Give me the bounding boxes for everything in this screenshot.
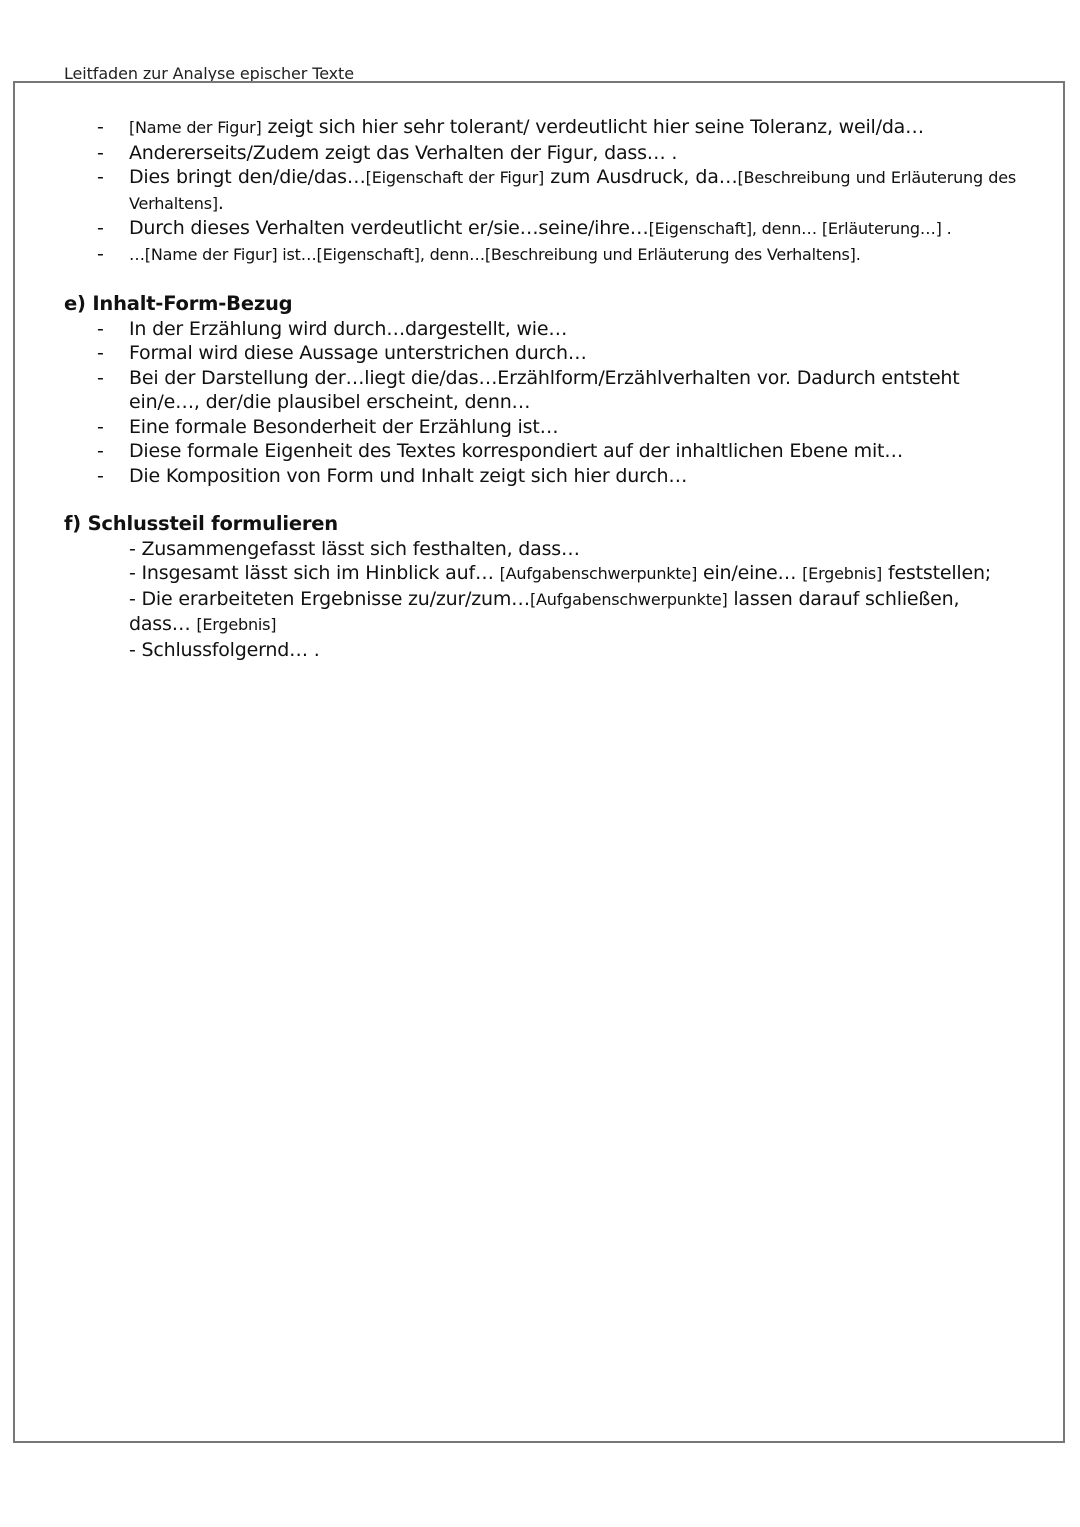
list-item: [64, 537, 1016, 562]
section-heading-f: f) Schlussteil formulieren: [64, 512, 338, 535]
dash-marker: -: [97, 415, 104, 438]
bracket-placeholder: [Ergebnis]: [196, 615, 277, 634]
bracket-placeholder: [Eigenschaft], denn… [Erläuterung…] .: [648, 219, 952, 238]
item-text: ein/eine…: [697, 562, 803, 584]
item-text: Formal wird diese Aussage unterstrichen durch…: [129, 342, 587, 364]
dash-marker: -: [97, 166, 104, 188]
list-item: [64, 464, 1016, 489]
dash-marker: -: [97, 366, 104, 389]
spacer: [64, 488, 1016, 512]
dash-marker: -: [97, 440, 104, 462]
item-text: Durch dieses Verhalten verdeutlicht er/sie…seine/ihre…: [129, 217, 649, 239]
bracket-placeholder: [Eigenschaft der Figur]: [365, 168, 544, 187]
item-text: zum Ausdruck, da…: [544, 166, 738, 188]
list-item: [64, 415, 1016, 440]
list-item: [64, 115, 1016, 141]
item-text: In der Erzählung wird durch…dargestellt, wie…: [129, 317, 568, 340]
list-item: [64, 561, 1016, 587]
running-header: Leitfaden zur Analyse epischer Texte: [64, 64, 354, 83]
list-item: [64, 341, 1016, 366]
list-item: [64, 317, 1016, 342]
bracket-placeholder: [Beschreibung und Erläuterung des Verhaltens]: [129, 168, 1016, 213]
list-item: [64, 366, 1016, 415]
item-text: lassen darauf schließen, dass…: [129, 587, 960, 635]
item-text: - Schlussfolgernd… .: [129, 638, 320, 661]
list-item: [64, 165, 1016, 216]
list-item: [64, 587, 1016, 638]
bracket-placeholder: [Aufgabenschwerpunkte]: [499, 564, 698, 583]
list-item: [64, 216, 1016, 242]
dash-marker: -: [97, 116, 104, 138]
dash-marker: -: [97, 317, 104, 340]
document-content: [64, 115, 1016, 662]
bracket-placeholder: [Aufgabenschwerpunkte]: [530, 589, 728, 609]
item-text: Diese formale Eigenheit des Textes korrespondiert auf der inhaltlichen Ebene mit…: [129, 440, 904, 462]
item-text: Eine formale Besonderheit der Erzählung ist…: [129, 415, 559, 438]
dash-marker: -: [97, 342, 104, 364]
list-item: [64, 638, 1016, 663]
item-text: zeigt sich hier sehr tolerant/ verdeutlicht hier seine Toleranz, weil/da…: [261, 116, 924, 138]
section-d-list: [64, 115, 1016, 267]
spacer: [64, 267, 1016, 292]
bracket-placeholder: [Ergebnis]: [802, 564, 883, 583]
item-text: - Insgesamt lässt sich im Hinblick auf…: [129, 562, 500, 584]
dash-marker: -: [97, 141, 104, 164]
item-text: Bei der Darstellung der…liegt die/das…Erzählform/Erzählverhalten vor. Dadurch entsteht ein/e…, der/die plausibel erscheint, denn…: [129, 366, 960, 413]
item-text: feststellen;: [882, 562, 992, 584]
dash-marker: -: [97, 464, 104, 487]
bracket-placeholder: …[Name der Figur] ist…[Eigenschaft], denn…[Beschreibung und Erläuterung des Verhaltens].: [129, 244, 861, 264]
section-e-list: [64, 317, 1016, 489]
dash-marker: -: [97, 242, 104, 265]
section-heading-e: e) Inhalt-Form-Bezug: [64, 292, 293, 315]
item-text: .: [217, 191, 224, 214]
item-text: Dies bringt den/die/das…: [129, 166, 366, 188]
list-item: [64, 242, 1016, 268]
section-f-list: [64, 537, 1016, 663]
dash-marker: -: [97, 217, 104, 239]
item-text: Die Komposition von Form und Inhalt zeigt sich hier durch…: [129, 464, 688, 487]
bracket-placeholder: [Name der Figur]: [129, 118, 262, 137]
list-item: [64, 141, 1016, 166]
item-text: - Zusammengefasst lässt sich festhalten, dass…: [129, 537, 580, 560]
list-item: [64, 439, 1016, 464]
item-text: - Die erarbeiteten Ergebnisse zu/zur/zum…: [129, 587, 530, 610]
item-text: Andererseits/Zudem zeigt das Verhalten der Figur, dass… .: [129, 141, 678, 164]
